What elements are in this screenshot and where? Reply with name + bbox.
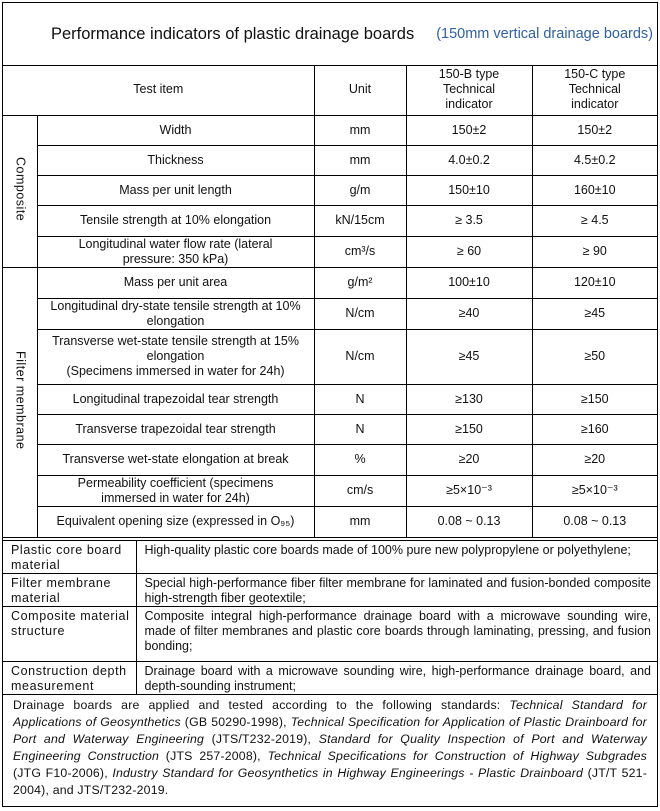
test-item-cell <box>37 444 314 475</box>
table-row <box>3 298 657 329</box>
value-150c-cell: ≥ 90 <box>532 236 657 267</box>
table-row <box>3 115 657 145</box>
standard-name: Standard for Quality Inspection of Port and Waterway Engineering Construction <box>13 732 647 763</box>
value-150b-cell: ≥ 60 <box>406 236 532 267</box>
test-item-line: Tensile strength at 10% elongation <box>79 213 272 227</box>
test-item-line: Equivalent opening size (expressed in O₉₅) <box>56 514 295 528</box>
table-row <box>3 236 657 267</box>
test-item-cell <box>37 236 314 267</box>
materials-text: Special high-performance fiber filter membrane for laminated and fusion-bonded composite high-strength fiber geotextile; <box>136 574 657 607</box>
document-page <box>2 2 658 807</box>
test-item-line: elongation <box>146 313 205 328</box>
table-row <box>3 329 657 384</box>
value-150b-cell: ≥20 <box>406 444 532 475</box>
materials-label: Construction depth measurement <box>3 662 136 695</box>
unit-cell: % <box>314 444 406 475</box>
unit-cell: N <box>314 384 406 414</box>
value-150c-cell: 150±2 <box>532 115 657 145</box>
value-150c-cell: ≥160 <box>532 414 657 444</box>
table-row <box>3 414 657 444</box>
standard-name: Technical Specification for Application of Plastic Drainboard for Port and Waterway Engineering <box>13 715 647 746</box>
unit-cell: mm <box>314 115 406 145</box>
value-150c-cell: ≥45 <box>532 298 657 329</box>
test-item-line: Longitudinal trapezoidal tear strength <box>72 391 279 406</box>
standard-code: (JTS/T232-2019), <box>204 732 319 746</box>
standard-name: Technical Standard for Applications of Geosynthetics <box>13 698 647 729</box>
group-label: Filter membrane <box>13 350 28 450</box>
value-150b-cell: ≥40 <box>406 298 532 329</box>
value-150b-cell: ≥130 <box>406 384 532 414</box>
standards-tail: and JTS/T232-2019. <box>52 783 169 797</box>
test-item-line: Width <box>159 122 192 137</box>
value-150c-cell: 120±10 <box>532 267 657 298</box>
unit-cell: mm <box>314 145 406 175</box>
test-item-line: Longitudinal dry-state tensile strength at 10% <box>50 298 301 313</box>
table-header-row <box>3 65 657 115</box>
value-150b-cell: ≥45 <box>406 329 532 384</box>
value-150b-cell: 150±10 <box>406 175 532 205</box>
standard-name: Technical Specifications for Construction of Highway Subgrades <box>267 749 647 763</box>
header-150c <box>532 65 657 115</box>
test-item-line: Permeability coefficient (specimens <box>77 475 274 490</box>
page-title: Performance indicators of plastic drainage boards <box>51 24 415 43</box>
materials-text: Drainage board with a microwave sounding wire, high-performance drainage board, and depth-sounding instrument; <box>136 662 657 695</box>
unit-cell: cm³/s <box>314 236 406 267</box>
value-150b-cell: 100±10 <box>406 267 532 298</box>
value-150b-cell: 150±2 <box>406 115 532 145</box>
value-150c-cell: 0.08 ~ 0.13 <box>532 506 657 537</box>
test-item-line: Longitudinal water flow rate (lateral <box>78 236 273 251</box>
unit-cell: N <box>314 414 406 444</box>
table-row <box>3 175 657 205</box>
test-item-cell <box>37 475 314 506</box>
table-row <box>3 267 657 298</box>
standard-code: (JTG F10-2006), <box>13 766 113 780</box>
group-label-cell <box>3 267 37 537</box>
table-row <box>3 506 657 537</box>
header-150b-line: indicator <box>445 97 493 112</box>
test-item-line: Thickness <box>147 152 204 167</box>
test-item-cell <box>37 329 314 384</box>
table-row <box>3 384 657 414</box>
value-150b-cell: ≥5×10⁻³ <box>406 475 532 506</box>
standard-name: Industry Standard for Geosynthetics in Highway Engineerings - Plastic Drainboard <box>112 766 584 780</box>
test-item-cell <box>37 384 314 414</box>
value-150b-cell: ≥150 <box>406 414 532 444</box>
standard-code: (JT/T 521-2004), <box>13 766 647 797</box>
value-150c-cell: ≥ 4.5 <box>532 205 657 236</box>
materials-row <box>3 607 657 662</box>
value-150c-cell: ≥150 <box>532 384 657 414</box>
standards-intro: Drainage boards are applied and tested according to the following standards: <box>13 698 510 712</box>
materials-text: Composite integral high-performance drainage board with a microwave sounding wire, made of filter membranes and plastic core boards through laminating, pressing, and fusion bonding; <box>136 607 657 662</box>
test-item-line: Transverse trapezoidal tear strength <box>75 421 276 436</box>
test-item-cell <box>37 506 314 537</box>
test-item-line: Mass per unit length <box>119 182 232 197</box>
table-row <box>3 205 657 236</box>
header-150b <box>406 65 532 115</box>
materials-label: Plastic core board material <box>3 541 136 574</box>
test-item-line: Mass per unit area <box>123 275 228 289</box>
unit-cell: g/m <box>314 175 406 205</box>
value-150c-cell: 4.5±0.2 <box>532 145 657 175</box>
group-label-cell <box>3 115 37 267</box>
standards-paragraph <box>3 689 657 799</box>
test-item-cell <box>37 175 314 205</box>
table-row <box>3 475 657 506</box>
title-row <box>3 3 657 66</box>
test-item-line: Transverse wet-state elongation at break <box>62 452 289 466</box>
test-item-line: Transverse wet-state tensile strength at 15% <box>52 334 299 348</box>
header-150b-line: 150-B type <box>438 67 500 82</box>
value-150c-cell: ≥5×10⁻³ <box>532 475 657 506</box>
header-150c-line: Technical <box>568 82 621 97</box>
group-label: Composite <box>13 156 28 222</box>
unit-cell: mm <box>314 506 406 537</box>
value-150b-cell: ≥ 3.5 <box>406 205 532 236</box>
value-150c-cell: ≥20 <box>532 444 657 475</box>
materials-label: Composite material structure <box>3 607 136 662</box>
test-item-line: (Specimens immersed in water for 24h) <box>66 364 285 378</box>
specification-table <box>3 65 657 538</box>
test-item-line: pressure: 350 kPa) <box>122 251 229 266</box>
test-item-line: elongation <box>146 349 205 363</box>
value-150c-cell: ≥50 <box>532 329 657 384</box>
test-item-cell <box>37 145 314 175</box>
standard-code: (JTS 257-2008), <box>159 749 268 763</box>
unit-cell: g/m² <box>314 267 406 298</box>
unit-cell: cm/s <box>314 475 406 506</box>
test-item-cell <box>37 205 314 236</box>
header-150c-line: 150-C type <box>564 67 626 82</box>
header-150c-line: indicator <box>571 97 619 112</box>
header-150b-line: Technical <box>442 82 496 97</box>
value-150b-cell: 0.08 ~ 0.13 <box>406 506 532 537</box>
materials-table <box>3 540 657 695</box>
table-row <box>3 145 657 175</box>
header-test-item: Test item <box>3 65 314 115</box>
test-item-cell <box>37 298 314 329</box>
value-150b-cell: 4.0±0.2 <box>406 145 532 175</box>
standard-code: (GB 50290-1998), <box>180 715 291 729</box>
unit-cell: kN/15cm <box>314 205 406 236</box>
test-item-line: immersed in water for 24h) <box>101 490 250 505</box>
test-item-cell <box>37 267 314 298</box>
materials-row <box>3 574 657 607</box>
page-subtitle: (150mm vertical drainage boards) <box>436 26 653 42</box>
materials-row <box>3 541 657 574</box>
header-unit: Unit <box>314 65 406 115</box>
table-row <box>3 444 657 475</box>
value-150c-cell: 160±10 <box>532 175 657 205</box>
test-item-cell <box>37 414 314 444</box>
test-item-cell <box>37 115 314 145</box>
unit-cell: N/cm <box>314 298 406 329</box>
unit-cell: N/cm <box>314 329 406 384</box>
materials-label: Filter membrane material <box>3 574 136 607</box>
materials-text: High-quality plastic core boards made of 100% pure new polypropylene or polyethylene; <box>136 541 657 574</box>
